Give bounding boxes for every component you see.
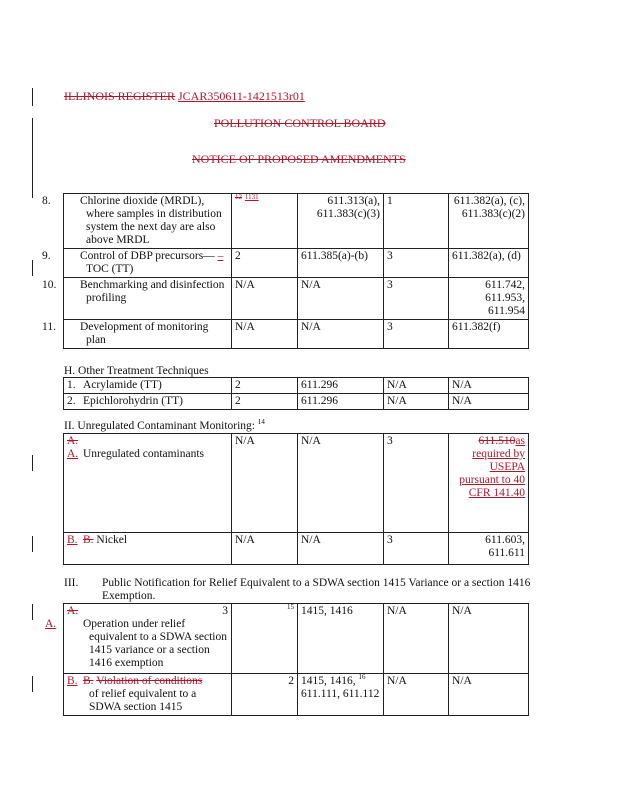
table-row	[64, 249, 529, 278]
table-row	[64, 434, 529, 533]
table-cell: A. A. Unregulated contaminants	[64, 434, 232, 533]
table-cell: N/A	[232, 278, 298, 320]
table-cell: 3	[384, 249, 449, 278]
table-cell: 8. Chlorine dioxide (MRDL), where samples in distribution system the next day are also above MRDL	[64, 194, 232, 249]
table-cell: N/A	[298, 434, 384, 533]
table-cell: 2	[232, 394, 298, 410]
change-bar	[32, 455, 33, 471]
table-cell: N/A	[384, 378, 449, 394]
table-cell: N/A	[449, 674, 529, 716]
table-cell: 611.382(f)	[449, 320, 529, 349]
table-cell: N/A	[232, 320, 298, 349]
notice-title: NOTICE OF PROPOSED AMENDMENTS	[192, 152, 406, 166]
register-struck-text: ILLINOIS REGISTER	[64, 89, 175, 103]
table-row	[64, 604, 529, 674]
table-cell: 2. Epichlorohydrin (TT)	[64, 394, 232, 410]
table-cell: 1415, 1416	[298, 604, 384, 674]
section-iii-table	[45, 603, 529, 716]
table-cell: N/A	[298, 278, 384, 320]
table-row	[64, 674, 529, 716]
table-cell: N/A	[298, 533, 384, 565]
table-cell: 11. Development of monitoring plan	[64, 320, 232, 349]
table-cell: 611.510as required by USEPA pursuant to 40 CFR 141.40	[449, 434, 529, 533]
table-cell: 2	[232, 378, 298, 394]
table-cell: 3	[384, 434, 449, 533]
table-cell: N/A	[449, 604, 529, 674]
footnote-ref: 14	[257, 418, 265, 427]
table-cell: $^{12}$ $^{1131}$	[232, 194, 298, 249]
section-h-title: H. Other Treatment Techniques	[64, 365, 209, 377]
board-title: POLLUTION CONTROL BOARD	[214, 116, 386, 130]
table-cell: B. B. Nickel	[64, 533, 232, 565]
table-cell: N/A	[232, 533, 298, 565]
table-cell: N/A	[449, 394, 529, 410]
table-cell: 1415, 1416, $^{16}$ 611.111, 611.112	[298, 674, 384, 716]
table-cell: 611.382(a), (c), 611.383(c)(2)	[449, 194, 529, 249]
change-bar	[32, 536, 33, 552]
table-cell: 9. Control of DBP precursors— – TOC (TT)	[64, 249, 232, 278]
change-bar	[32, 88, 33, 106]
table-cell: 611.742, 611.953, 611.954	[449, 278, 529, 320]
section-iii-title: Public Notification for Relief Equivalent to a SDWA section 1415 Variance or a section 1416 Exemption.	[102, 577, 531, 602]
requirements-table	[42, 193, 529, 349]
change-bar	[32, 260, 33, 276]
section-h-table	[63, 377, 529, 410]
table-cell: 3	[384, 533, 449, 565]
table-cell: 2	[232, 674, 298, 716]
table-row	[64, 394, 529, 410]
table-cell: 611.603, 611.611	[449, 533, 529, 565]
table-cell: N/A	[298, 320, 384, 349]
table-cell: 3	[384, 320, 449, 349]
table-cell: N/A	[384, 604, 449, 674]
register-id: JCAR350611-1421513r01	[178, 89, 305, 103]
change-bar	[32, 604, 33, 620]
section-iii-num: III.	[64, 577, 79, 589]
table-cell: 1. Acrylamide (TT)	[64, 378, 232, 394]
table-row	[64, 378, 529, 394]
section-ii-table	[63, 433, 529, 565]
change-bar	[32, 676, 33, 692]
table-cell: 15	[232, 604, 298, 674]
table-cell: A. 3 A. Operation under relief equivalent to a SDWA section 1415 variance or a section 1416 exemption	[64, 604, 232, 674]
table-row	[64, 320, 529, 349]
table-cell: 10. Benchmarking and disinfection profiling	[64, 278, 232, 320]
table-cell: N/A	[384, 674, 449, 716]
table-cell: 3	[384, 278, 449, 320]
table-cell: N/A	[384, 394, 449, 410]
table-cell: 2	[232, 249, 298, 278]
table-row	[64, 278, 529, 320]
section-ii-title: II. Unregulated Contaminant Monitoring: $^{14}$	[64, 418, 265, 432]
table-cell: 611.296	[298, 378, 384, 394]
table-row	[64, 194, 529, 249]
table-cell: 611.296	[298, 394, 384, 410]
register-header	[64, 90, 305, 103]
change-bar	[32, 118, 33, 198]
table-cell: 611.385(a)-(b)	[298, 249, 384, 278]
table-row	[64, 533, 529, 565]
table-cell: N/A	[449, 378, 529, 394]
table-cell: 611.382(a), (d)	[449, 249, 529, 278]
table-cell: N/A	[232, 434, 298, 533]
table-cell: 611.313(a), 611.383(c)(3)	[298, 194, 384, 249]
row-description: Chlorine dioxide (MRDL), where samples in distribution system the next day are also above MRDL	[80, 195, 222, 246]
table-cell: B. B. Violation of conditions of relief equivalent to a SDWA section 1415	[64, 674, 232, 716]
table-cell: 1	[384, 194, 449, 249]
